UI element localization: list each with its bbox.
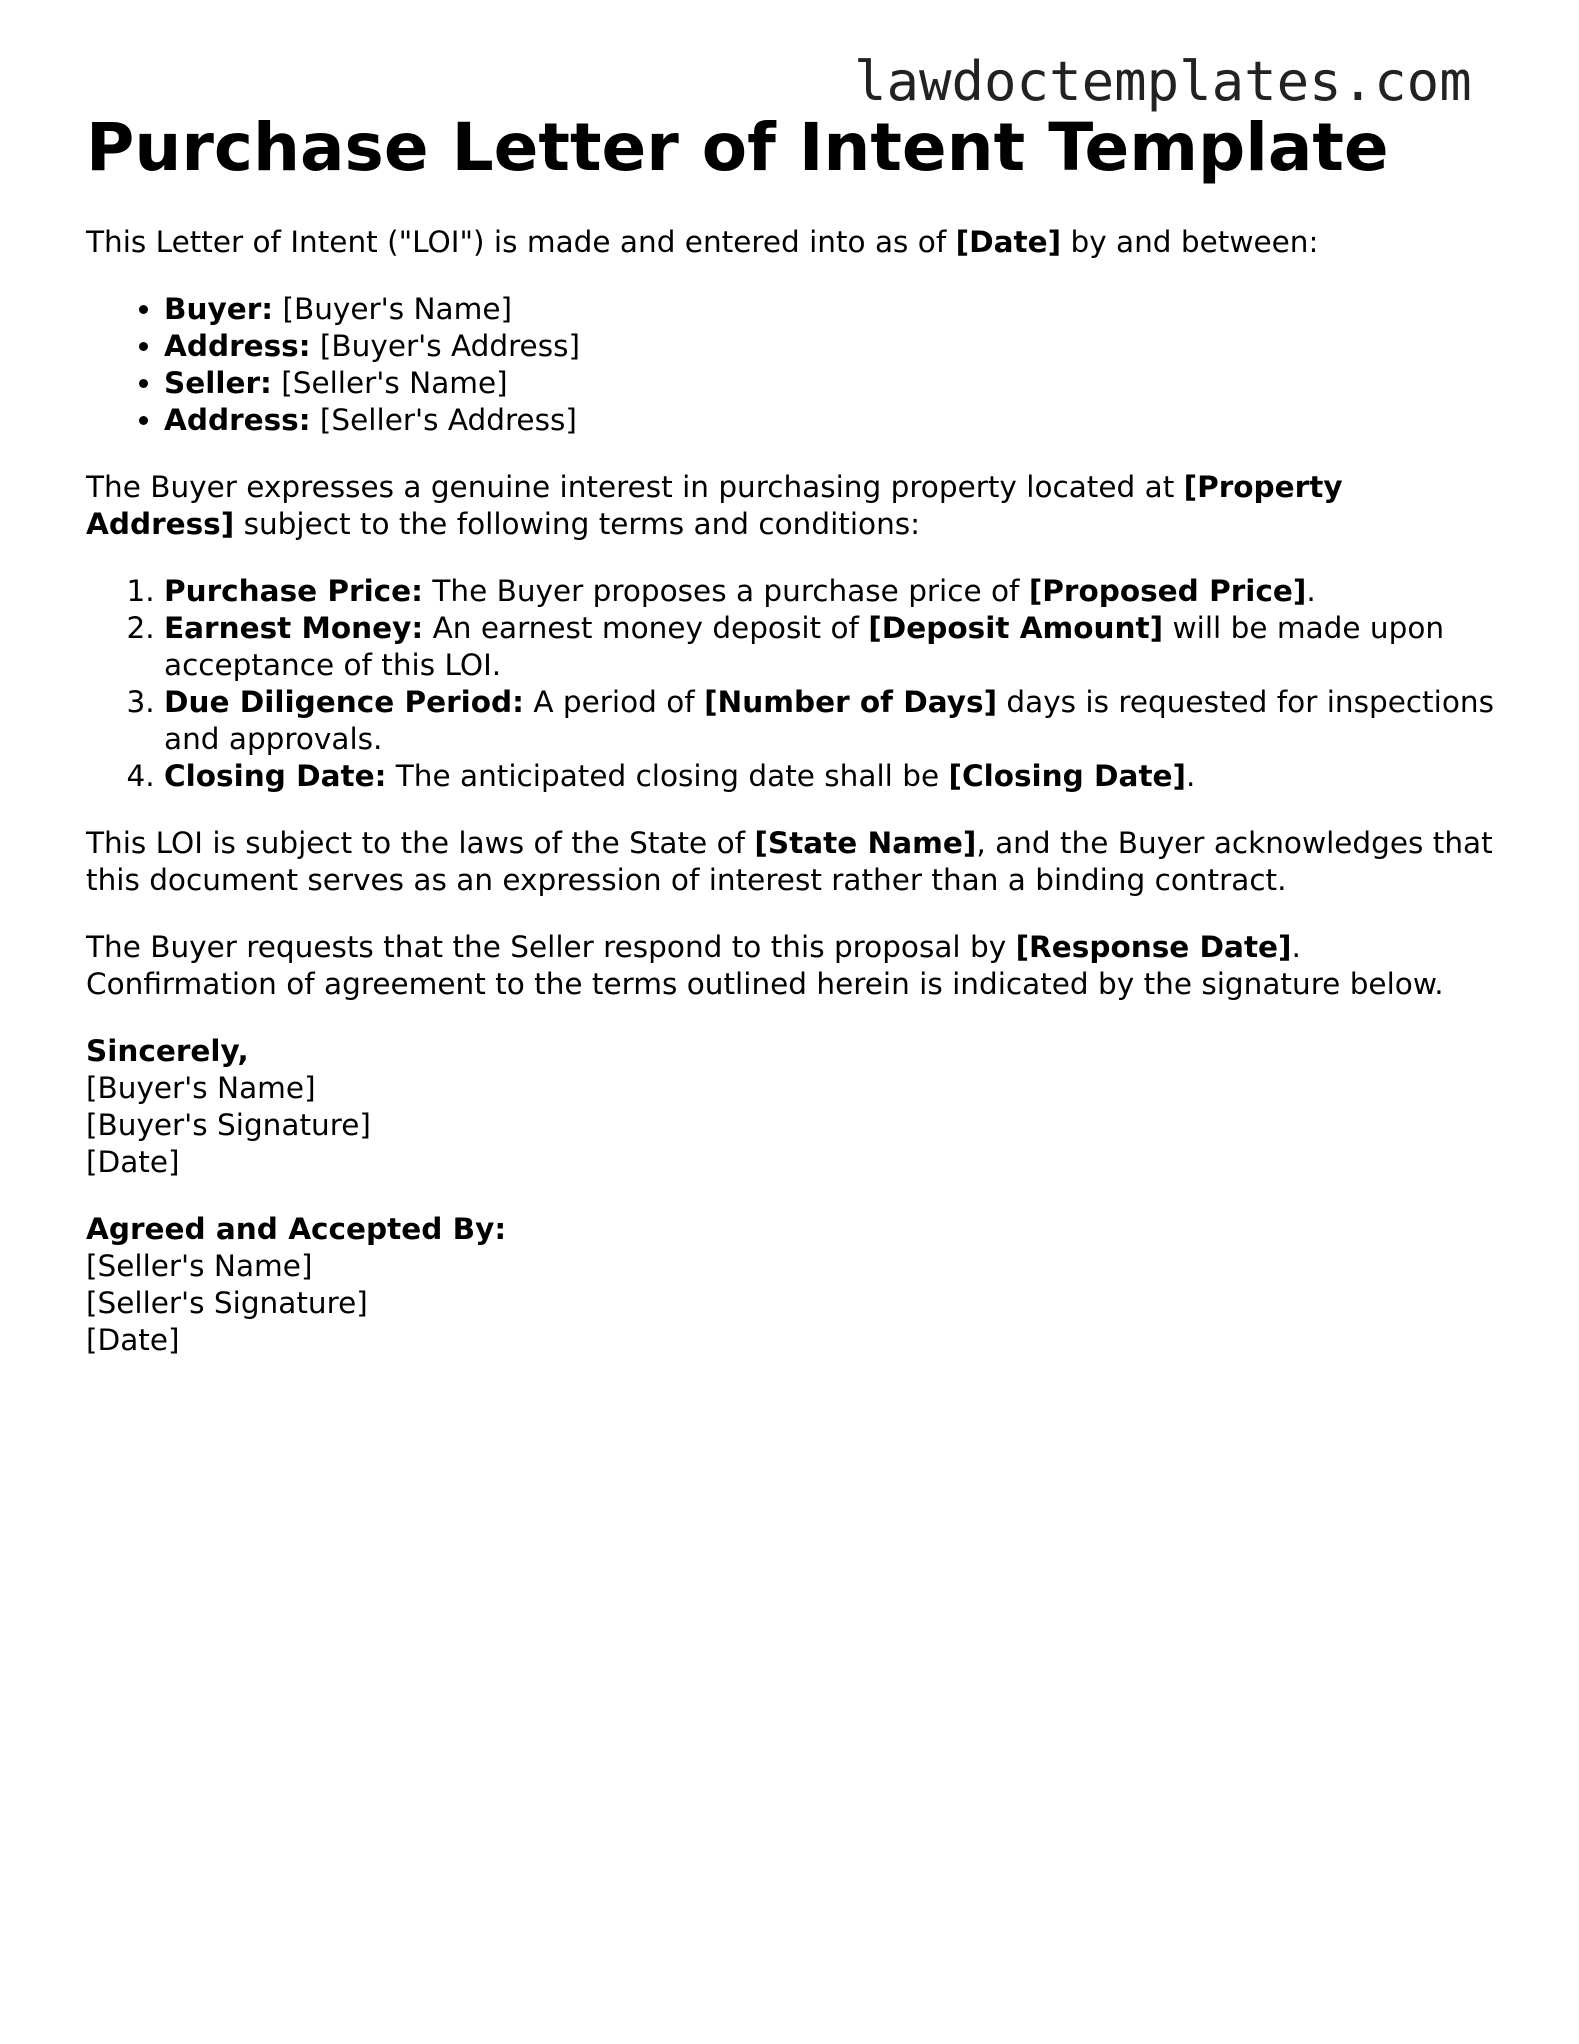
response-paragraph bbox=[86, 929, 1496, 1003]
term-text: A period of bbox=[523, 685, 705, 719]
seller-signature-heading: Agreed and Accepted By: bbox=[86, 1212, 507, 1246]
term-field: [Proposed Price] bbox=[1028, 574, 1307, 608]
party-label: Address: bbox=[164, 403, 311, 437]
intro-paragraph bbox=[86, 224, 1496, 261]
law-text: This LOI is subject to the laws of the State of bbox=[86, 826, 755, 860]
party-value: [Seller's Name] bbox=[271, 366, 508, 400]
term-text-end: days is requested for inspections and approvals. bbox=[164, 685, 1494, 756]
seller-signature-block bbox=[86, 1211, 1496, 1359]
interest-text-end: subject to the following terms and conditions: bbox=[234, 507, 921, 541]
term-text-end: . bbox=[1186, 759, 1196, 793]
party-value: [Buyer's Name] bbox=[273, 292, 513, 326]
interest-text: The Buyer expresses a genuine interest in purchasing property located at bbox=[86, 470, 1184, 504]
party-label: Address: bbox=[164, 329, 311, 363]
intro-text-end: by and between: bbox=[1061, 225, 1319, 259]
term-label: Closing Date: bbox=[164, 759, 387, 793]
seller-name-line: [Seller's Name] bbox=[86, 1249, 313, 1283]
term-text: The anticipated closing date shall be bbox=[386, 759, 949, 793]
term-field: [Deposit Amount] bbox=[868, 611, 1164, 645]
response-text: The Buyer requests that the Seller respond to this proposal by bbox=[86, 930, 1016, 964]
list-item bbox=[164, 365, 1496, 402]
list-item bbox=[164, 610, 1496, 684]
state-name-field: [State Name] bbox=[754, 826, 977, 860]
term-text-end: will be made upon acceptance of this LOI. bbox=[164, 611, 1445, 682]
term-text: The Buyer proposes a purchase price of bbox=[422, 574, 1029, 608]
term-field: [Closing Date] bbox=[948, 759, 1187, 793]
list-item bbox=[164, 573, 1496, 610]
term-label: Due Diligence Period: bbox=[164, 685, 524, 719]
list-item bbox=[164, 758, 1496, 795]
law-paragraph bbox=[86, 825, 1496, 899]
term-field: [Number of Days] bbox=[704, 685, 998, 719]
party-value: [Buyer's Address] bbox=[310, 329, 580, 363]
document-title: Purchase Letter of Intent Template bbox=[86, 109, 1389, 186]
term-label: Earnest Money: bbox=[164, 611, 424, 645]
list-item bbox=[164, 328, 1496, 365]
law-text-end: , and the Buyer acknowledges that this document serves as an expression of interest rather than a binding contract. bbox=[86, 826, 1493, 897]
interest-paragraph bbox=[86, 469, 1496, 543]
buyer-name-line: [Buyer's Name] bbox=[86, 1071, 316, 1105]
list-item bbox=[164, 291, 1496, 328]
parties-list bbox=[86, 291, 1496, 439]
response-date-field: [Response Date] bbox=[1015, 930, 1292, 964]
list-item bbox=[164, 402, 1496, 439]
list-item bbox=[164, 684, 1496, 758]
buyer-signature-block bbox=[86, 1033, 1496, 1181]
intro-text: This Letter of Intent ("LOI") is made and entered into as of bbox=[86, 225, 956, 259]
site-watermark: lawdoctemplates.com bbox=[854, 50, 1472, 113]
seller-signature-line: [Seller's Signature] bbox=[86, 1286, 368, 1320]
party-label: Seller: bbox=[164, 366, 272, 400]
document-body bbox=[86, 224, 1496, 1389]
intro-date-field: [Date] bbox=[955, 225, 1062, 259]
term-label: Purchase Price: bbox=[164, 574, 423, 608]
seller-date-line: [Date] bbox=[86, 1323, 180, 1357]
term-text-end: . bbox=[1306, 574, 1316, 608]
property-address-field: [Property Address] bbox=[86, 470, 1343, 541]
buyer-signature-heading: Sincerely, bbox=[86, 1034, 249, 1068]
buyer-signature-line: [Buyer's Signature] bbox=[86, 1108, 371, 1142]
response-text-end: . Confirmation of agreement to the terms outlined herein is indicated by the signature below. bbox=[86, 930, 1444, 1001]
party-value: [Seller's Address] bbox=[310, 403, 577, 437]
term-text: An earnest money deposit of bbox=[423, 611, 869, 645]
party-label: Buyer: bbox=[164, 292, 274, 326]
buyer-date-line: [Date] bbox=[86, 1145, 180, 1179]
terms-list bbox=[86, 573, 1496, 795]
